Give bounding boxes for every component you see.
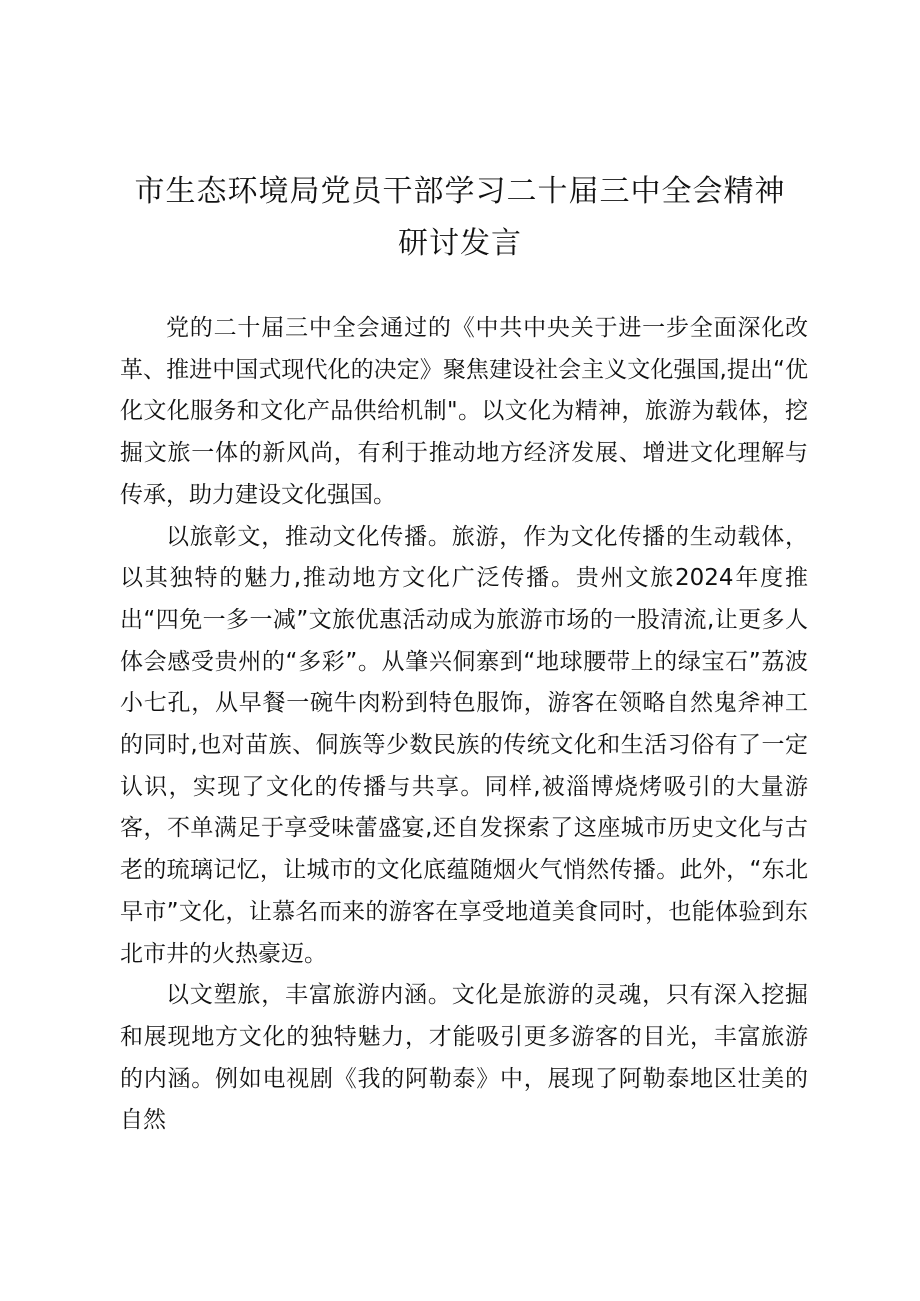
paragraph-intro: 党的二十届三中全会通过的《中共中央关于进一步全面深化改革、推进中国式现代化的决定》聚焦建设社会主义文化强国,提出“优化文化服务和文化产品供给机制"。以文化为精神，旅游为载体，挖掘文旅一体的新风尚，有利于推动地方经济发展、增进文化理解与传承，助力建设文化强国。	[120, 315, 808, 508]
paragraph-tourism-via-culture: 以文塑旅，丰富旅游内涵。文化是旅游的灵魂，只有深入挖掘和展现地方文化的独特魅力，才能吸引更多游客的目光，丰富旅游的内涵。例如电视剧《我的阿勒泰》中，展现了阿勒泰地区壮美的自然	[120, 982, 808, 1134]
paragraph-culture-via-tourism: 以旅彰文，推动文化传播。旅游，作为文化传播的生动载体，以其独特的魅力,推动地方文化广泛传播。贵州文旅2024年度推出“四免一多一减”文旅优惠活动成为旅游市场的一股清流,让更多人体会感受贵州的“多彩”。从肇兴侗寨到“地球腰带上的绿宝石”荔波小七孔，从早餐一碗牛肉粉到特色服饰，游客在领略自然鬼斧神工的同时,也对苗族、侗族等少数民族的传统文化和生活习俗有了一定认识，实现了文化的传播与共享。同样,被淄博烧烤吸引的大量游客，不单满足于享受味蕾盛宴,还自发探索了这座城市历史文化与古老的琉璃记忆，让城市的文化底蕴随烟火气悄然传播。此外，“东北早市”文化，让慕名而来的游客在享受地道美食同时，也能体验到东北市井的火热豪迈。	[120, 523, 808, 967]
document-body	[120, 308, 808, 1142]
document-title: 市生态环境局党员干部学习二十届三中全会精神研讨发言	[134, 174, 786, 261]
